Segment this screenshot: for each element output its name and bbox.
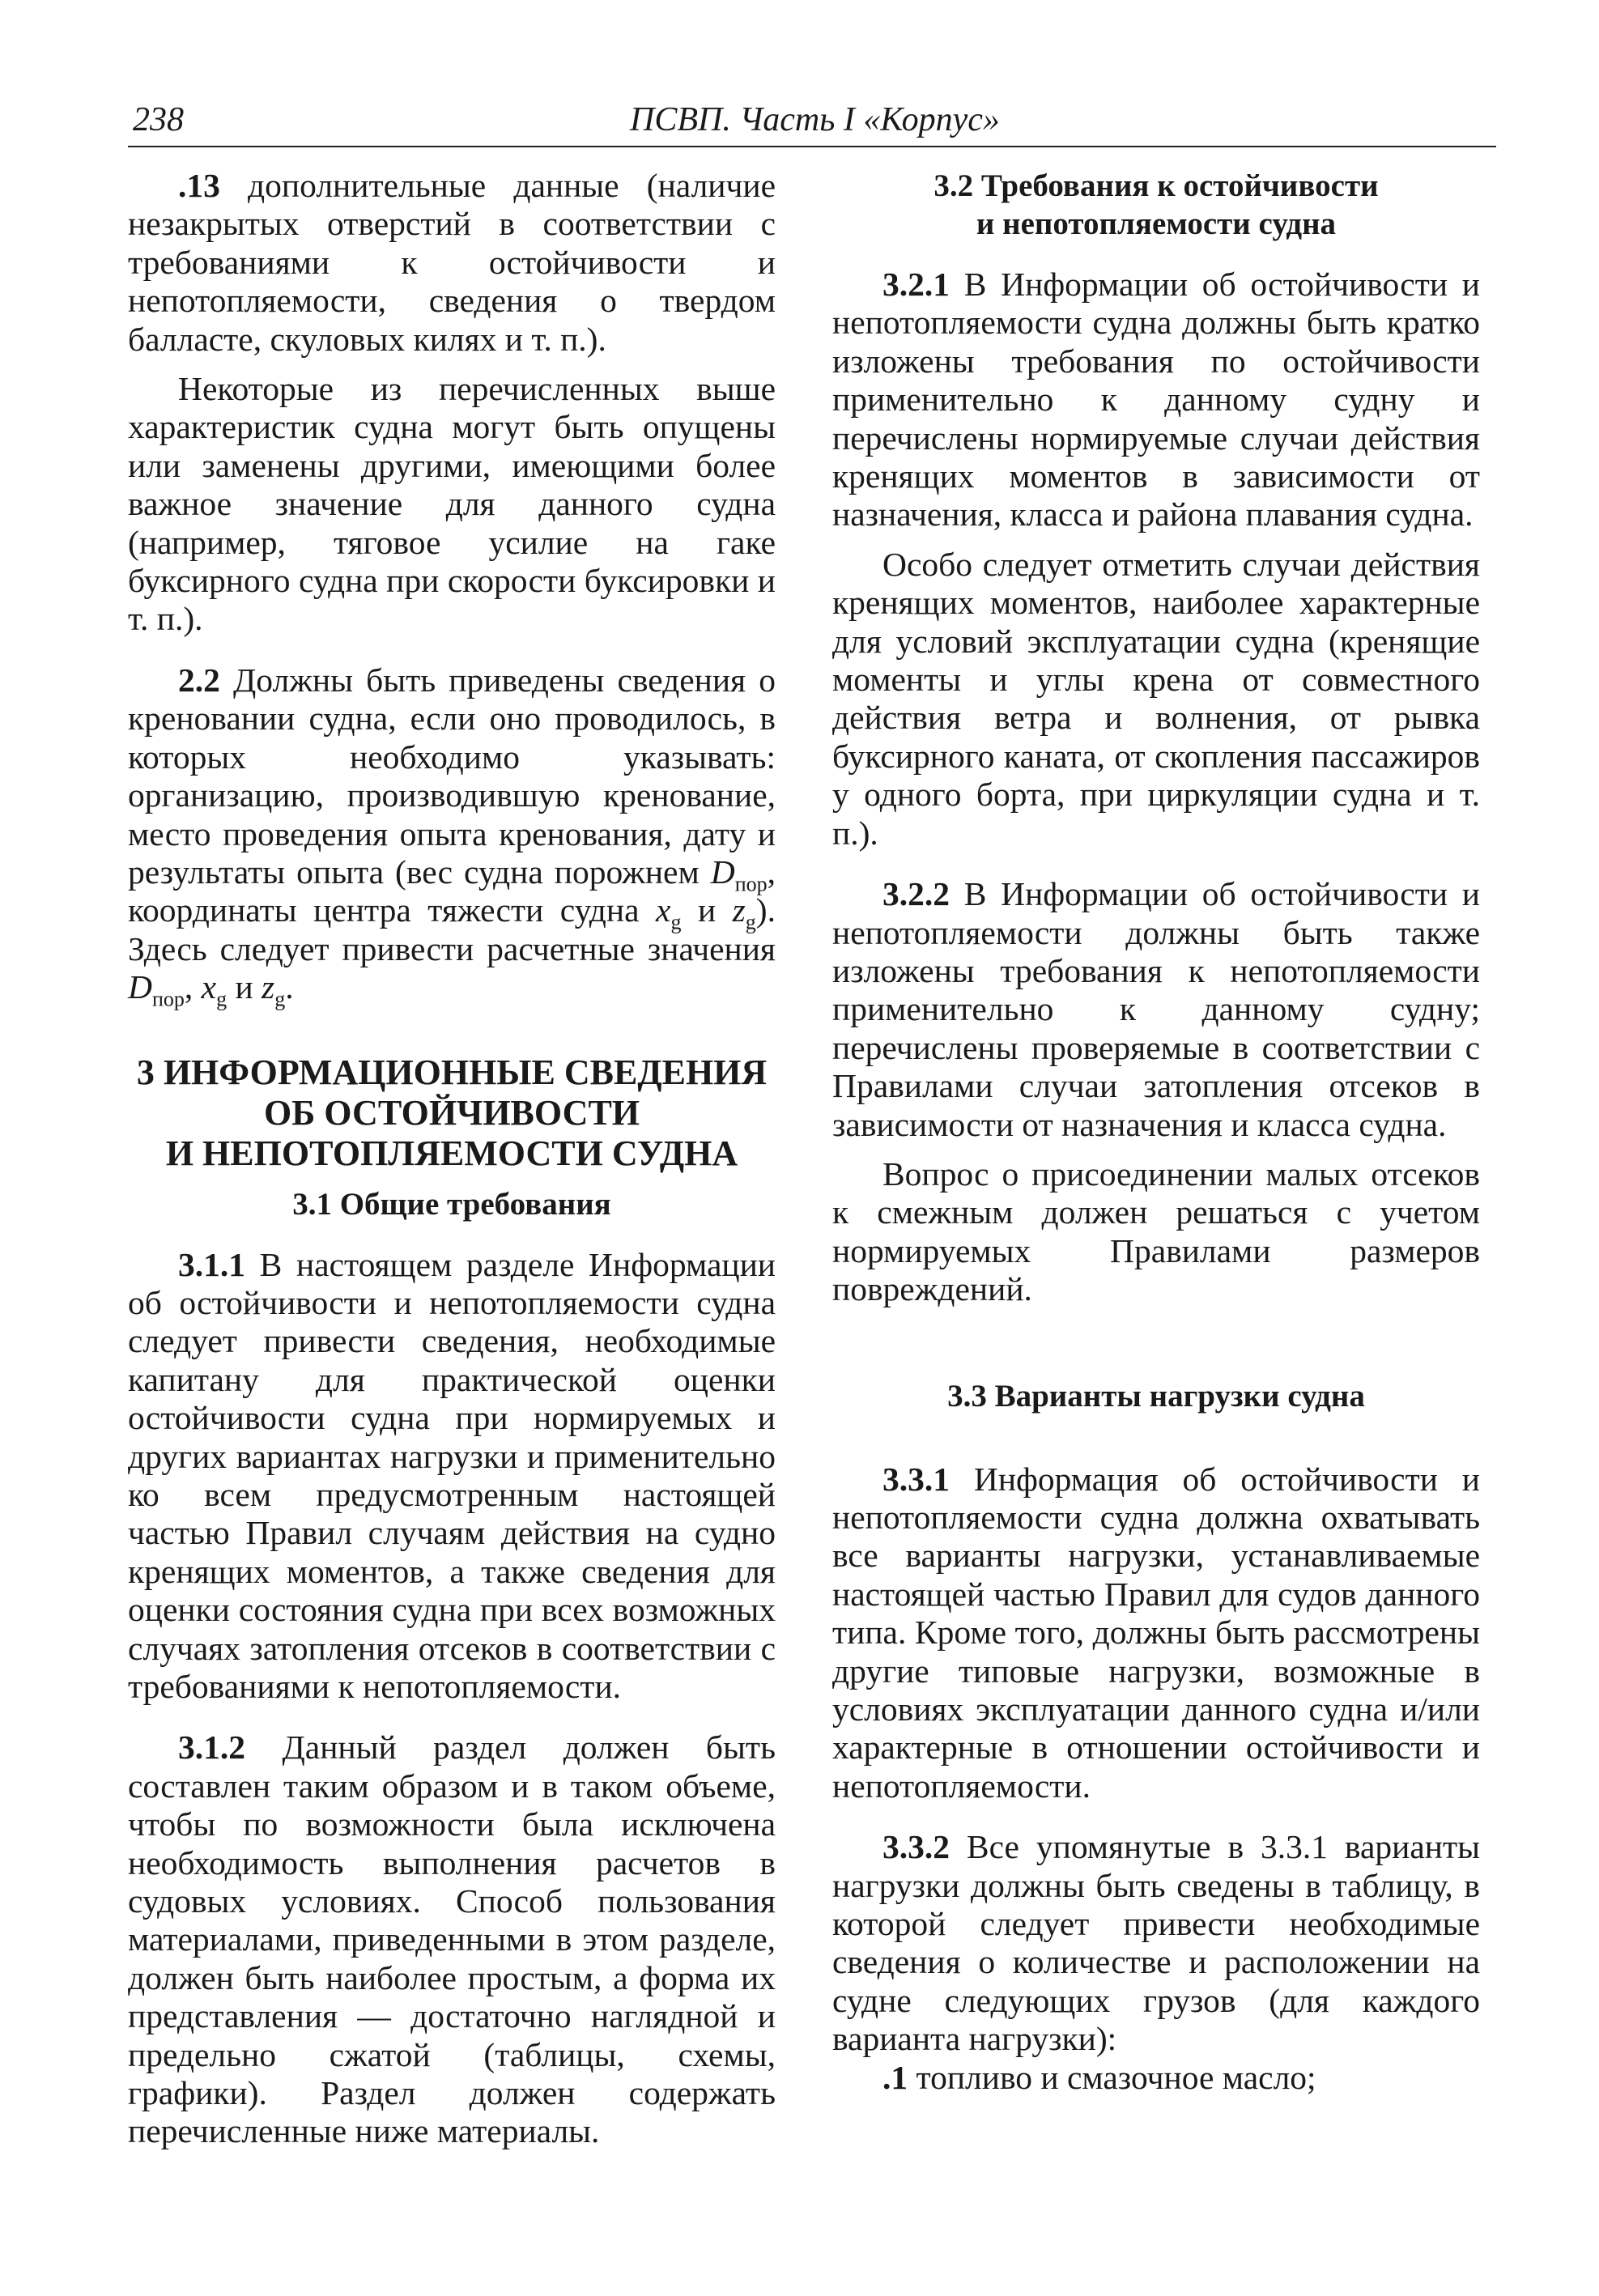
right-column <box>832 167 1480 2097</box>
paragraph-some-characteristics: Некоторые из перечисленных выше характеристик судна могут быть опущены или заменены другими, имеющими более важное значение для данного судна (например, тяговое усилие на гаке буксирного судна при скорости буксировки и т. п.). <box>128 370 776 638</box>
paragraph-special-cases: Особо следует отметить случаи действия кренящих моментов, наиболее характерные для условий эксплуатации судна (кренящие моменты и углы крена от совместного действия ветра и волнения, от рывка буксирного каната, от скопления пассажиров у одного борта, при циркуляции судна и т. п.). <box>832 545 1480 852</box>
paragraph-13: .13 дополнительные данные (наличие незакрытых отверстий в соответствии с требованиями к остойчивости и непотопляемости, сведения о твердом балласте, скуловых килях и т. п.). <box>128 167 776 358</box>
paragraph-3-1-1: 3.1.1 В настоящем разделе Информации об остойчивости и непотопляемости судна следует привести сведения, необходимые капитану для практической оценки остойчивости судна при нормируемых и других вариантах нагрузки и применительно ко всем предусмотренным настоящей частью Правил случаям действия на судно кренящих моментов, а также сведения для оценки состояния судна при всех возможных случаях затопления отсеков в соответствии с требованиями к непотопляемости. <box>128 1245 776 1705</box>
page-header <box>128 96 1496 147</box>
subsection-3-2-heading: 3.2 Требования к остойчивости и непотопляемости судна <box>933 168 1379 241</box>
page-number: 238 <box>133 101 184 138</box>
running-title: ПСВП. Часть I «Корпус» <box>630 101 1000 138</box>
paragraph-3-3-2: 3.3.2 Все упомянутые в 3.3.1 варианты нагрузки должны быть сведены в таблицу, в которой следует привести необходимые сведения о количестве и расположении на судне следующих грузов (для каждого варианта нагрузки): <box>832 1828 1480 2058</box>
section-3-heading: 3 ИНФОРМАЦИОННЫЕ СВЕДЕНИЯ ОБ ОСТОЙЧИВОСТИ И НЕПОТОПЛЯЕМОСТИ СУДНА <box>136 1052 768 1173</box>
paragraph-2-2: 2.2 Должны быть приведены сведения о креновании судна, если оно проводилось, в которых необходимо указывать: организацию, производившую кренование, место проведения опыта кренования, дату и результаты опыта (вес судна порожнем $D_{пор}$, координаты центра тяжести судна $x_g$ и $z_g$). Здесь следует привести расчетные значения $D_{пор}$, $x_g$ и $z_g$. <box>128 661 776 1011</box>
left-column <box>128 167 776 2151</box>
subsection-3-3-heading: 3.3 Варианты нагрузки судна <box>947 1378 1365 1414</box>
subsection-3-1-heading: 3.1 Общие требования <box>292 1186 611 1222</box>
paragraph-compartments-question: Вопрос о присоединении малых отсеков к смежным должен решаться с учетом нормируемых Правилами размеров повреждений. <box>832 1154 1480 1308</box>
paragraph-3-1-2: 3.1.2 Данный раздел должен быть составлен таким образом и в таком объеме, чтобы по возможности была исключена необходимость выполнения расчетов в судовых условиях. Способ пользования материалами, приведенными в этом разделе, должен быть наиболее простым, а форма их представления — достаточно наглядной и предельно сжатой (таблицы, схемы, графики). Раздел должен содержать перечисленные ниже материалы. <box>128 1728 776 2150</box>
paragraph-3-3-1: 3.3.1 Информация об остойчивости и непотопляемости судна должна охватывать все варианты нагрузки, устанавливаемые настоящей частью Правил для судов данного типа. Кроме того, должны быть рассмотрены другие типовые нагрузки, возможные в условиях эксплуатации данного судна и/или характерные в отношении остойчивости и непотопляемости. <box>832 1460 1480 1805</box>
paragraph-3-2-2: 3.2.2 В Информации об остойчивости и непотопляемости должны быть также изложены требования к непотопляемости применительно к данному судну; перечислены проверяемые в соответствии с Правилами случаи затопления отсеков в зависимости от назначения и класса судна. <box>832 875 1480 1143</box>
paragraph-3-2-1: 3.2.1 В Информации об остойчивости и непотопляемости судна должны быть кратко изложены требования по остойчивости применительно к данному судну и перечислены нормируемые случаи действия кренящих моментов в зависимости от назначения, класса и района плавания судна. <box>832 266 1480 534</box>
list-item-fuel: .1 топливо и смазочное масло; <box>882 2058 1316 2096</box>
